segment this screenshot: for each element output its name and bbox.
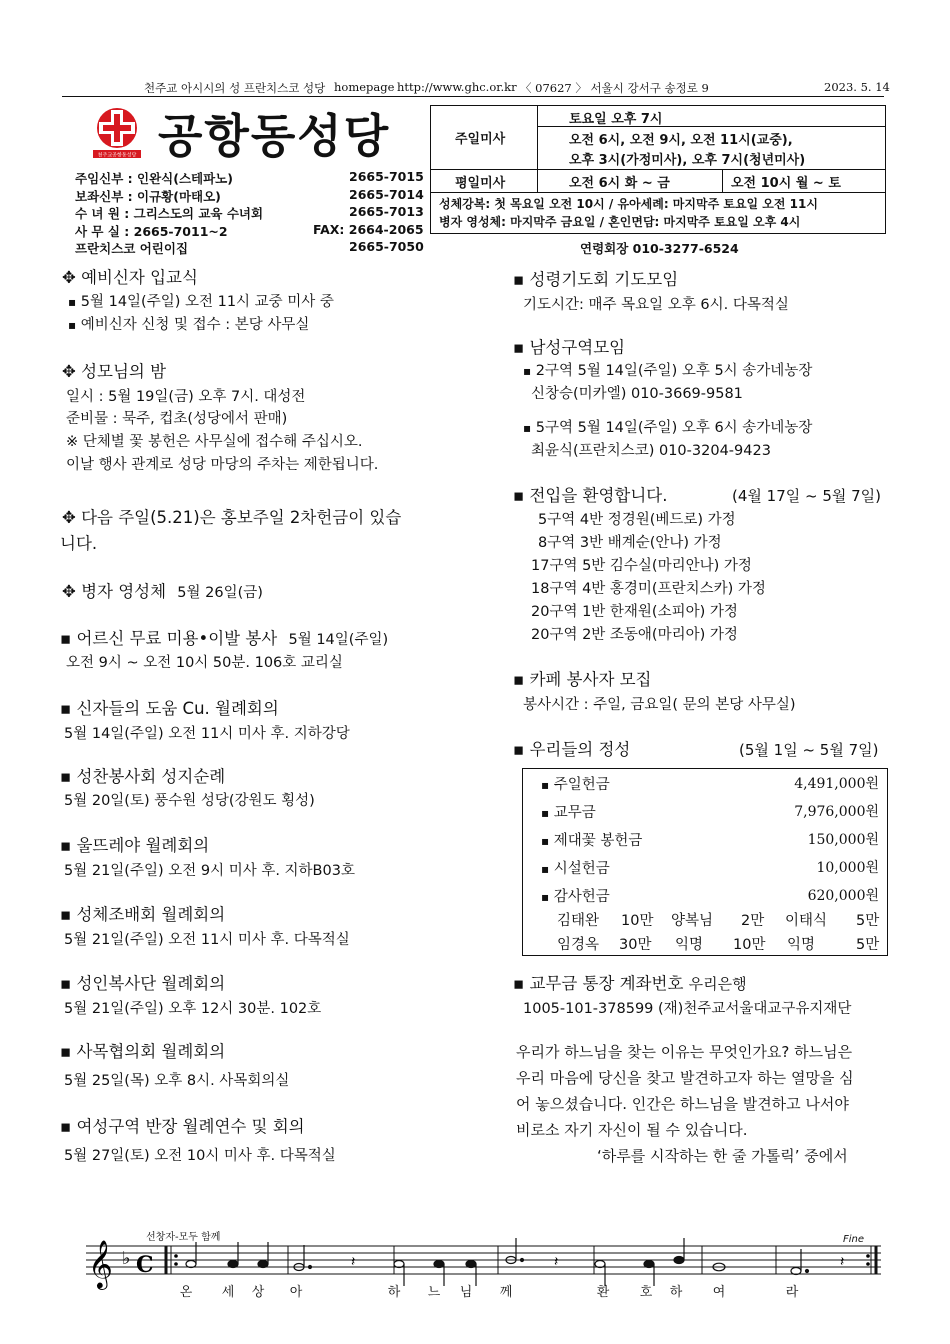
section-heading: ▪ 울뜨레야 월례회의 <box>60 836 210 855</box>
list-item: 20구역 2반 조동애(마리아) 가정 <box>531 627 738 643</box>
staff-row: 주임신부 : 인완식(스테파노) 2665-7015 <box>75 169 424 186</box>
svg-text:느: 느 <box>427 1285 441 1300</box>
svg-text:𝄽: 𝄽 <box>840 1254 845 1270</box>
section-heading: ▪ 어르신 무료 미용•이발 봉사 5월 14일(주일) <box>60 629 389 648</box>
table-row: ▪ 교무금 <box>541 805 596 821</box>
staff-row: 수 녀 원 : 그리스도의 교육 수녀회 2665-7013 <box>75 204 424 221</box>
staff-row: 프란치스코 어린이집 2665-7050 <box>75 239 424 256</box>
svg-text:세: 세 <box>221 1285 235 1300</box>
svg-text:님: 님 <box>459 1285 473 1300</box>
flat-sign-icon: ♭ <box>122 1248 131 1269</box>
staff-row: 사 무 실 : 2665-7011~2 FAX: 2664-2065 <box>75 221 424 239</box>
section-heading: ▪ 사목협의회 월례회의 <box>60 1042 226 1061</box>
list-item: 8구역 3반 배계순(안나) 가정 <box>538 535 722 551</box>
svg-text:여: 여 <box>712 1285 726 1300</box>
lyrics <box>180 1284 799 1300</box>
svg-text:환: 환 <box>596 1285 610 1300</box>
section-heading: ▪ 남성구역모임 <box>513 338 626 357</box>
homepage-label: homepage <box>334 80 395 94</box>
common-time-icon: C <box>136 1252 154 1278</box>
homepage-link[interactable]: http://www.ghc.or.kr <box>397 80 517 94</box>
offerings-table: ▪ 주일헌금 4,491,000원 ▪ 교무금 7,976,000원 ▪ 제대꽃 봉헌금 150,000원 ▪ 시설헌금 10,000원 ▪ 감사헌금 620,000원 김태완 10만 양복님 2만 이태식 5만 임경옥 30만 익명 10만 익명 5만 <box>522 768 888 956</box>
svg-text:상: 상 <box>251 1285 265 1300</box>
section-heading: ▪ 전입을 환영합니다. <box>513 486 668 505</box>
section-heading: ▪ 우리들의 정성 <box>513 740 631 759</box>
treble-clef-icon: 𝄞 <box>88 1239 113 1288</box>
account-section: ▪ 교무금 통장 계좌번호 우리은행 1005-101-378599 (재)천주교서울대교구유지재단 우리가 하느님을 찾는 이유는 무엇인가요? 하느님은 우리 마음에 당신을 찾고 발견하고자 하는 열망을 심 어 놓으셨습니다. 인간은 하느님을 발견하고 나서야 비로소 자기 자신이 될 수 있습니다. ‘하루를 시작하는 한 줄 가톨릭’ 중에서 <box>513 972 913 1172</box>
mass-schedule-table: 주일미사 토요일 오후 7시 오전 6시, 오전 9시, 오전 11시(교중), 오후 3시(가정미사), 오후 7시(청년미사) 평일미사 오전 6시 화 ~ 금 오전 10시 월 ~ 토 성체강복: 첫 목요일 오전 10시 / 유아세례: 마지막주 토요일 오전 11시 병자 영성체: 마지막주 금요일 / 혼인면담: 마지막주 토요일 오후 4시 <box>430 105 886 234</box>
sunday-mass-label: 주일미사 <box>455 132 506 147</box>
section-heading: ✥ 병자 영성체 5월 26일(금) <box>62 582 263 601</box>
svg-text:라: 라 <box>785 1285 799 1300</box>
right-column: ▪ 성령기도회 기도모임 기도시간: 매주 목요일 오후 6시. 다목적실 ▪ 남성구역모임 ▪ 2구역 5월 14일(주일) 오후 5시 송가네농장 신창승(미카엘) 010-3669-9581 ▪ 5구역 5월 14일(주일) 오후 6시 송가네농장 최윤식(프란치스코) 010-3204-9423 ▪ 전입을 환영합니다. (4월 17일 ~ 5월 7일) 5구역 4반 정경원(베드로) 가정 8구역 3반 배계순(안나) 가정 17구역 5반 김수실(마리안나) 가정 18구역 4반 홍경미(프란치스카) 가정 20구역 1반 한재원(소피아) 가정 20구역 2반 조동애(마리아) 가정 ▪ 카페 봉사자 모집 봉사시간 : 주일, 금요일( 문의 본당 사무실) ▪ 우리들의 정성 (5월 1일 ~ 5월 7일) <box>513 270 882 759</box>
section-heading: ▪ 신자들의 도움 Cu. 월례회의 <box>60 699 279 718</box>
music-staff <box>86 1234 886 1304</box>
music-direction: 선창자-모두 함께 <box>146 1232 221 1243</box>
parish-logo-icon <box>93 106 141 158</box>
table-row: ▪ 감사헌금 <box>541 889 610 905</box>
left-column: ✥ 예비신자 입교식 ▪ 5월 14일(주일) 오전 11시 교중 미사 중 ▪ 예비신자 신청 및 접수 : 본당 사무실 ✥ 성모님의 밤 일시 : 5월 19일(금) 오후 7시. 대성전 준비물 : 묵주, 컵초(성당에서 판매) ※ 단체별 꽃 봉헌은 사무실에 접수해 주십시오. 이날 행사 관계로 성당 마당의 주차는 제한됩니다. ✥ 다음 주일(5.21)은 홍보주일 2차헌금이 있습 니다. ✥ 병자 영성체 5월 26일(금) ▪ 어르신 무료 미용•이발 봉사 5월 14일(주일) 오전 9시 ~ 오전 10시 50분. 106호 교리실 ▪ 신자들의 도움 Cu. 월례회의 5월 14일(주일) 오전 11시 미사 후. 지하강당 ▪ 성찬봉사회 성지순례 5월 20일(토) 풍수원 성당(강원도 횡성) ▪ 울뜨레야 월례회의 5월 21일(주일) 오전 9시 미사 후. 지하B03호 ▪ 성체조배회 월례회의 5월 21일(주일) 오전 11시 미사 후. 다목적실 ▪ 성인복사단 월례회의 5월 21일(주일) 오후 12시 30분. 102호 ▪ 사목협의회 월례회의 5월 25일(목) 오후 8시. 사목회의실 ▪ 여성구역 반장 월례연수 및 회의 5월 27일(토) 오전 10시 미사 후. 다목적실 <box>60 268 402 1164</box>
header-rule <box>62 96 884 97</box>
bank-account: 1005-101-378599 (재)천주교서울대교구유지재단 <box>523 1001 852 1017</box>
weekday-mass-label: 평일미사 <box>455 176 506 191</box>
svg-text:하: 하 <box>387 1285 401 1300</box>
funeral-committee-contact: 연령회장 010-3277-6524 <box>580 241 739 256</box>
list-item: 5구역 4반 정경원(베드로) 가정 <box>538 512 736 528</box>
table-row: ▪ 제대꽃 봉헌금 <box>541 833 643 849</box>
table-row: ▪ 주일헌금 <box>541 777 610 793</box>
section-heading: ▪ 여성구역 반장 월례연수 및 회의 <box>60 1117 305 1136</box>
svg-text:𝄽: 𝄽 <box>351 1254 356 1270</box>
svg-text:호: 호 <box>639 1285 653 1300</box>
section-heading: ▪ 성령기도회 기도모임 <box>513 270 679 289</box>
quote-source: ‘하루를 시작하는 한 줄 가톨릭’ 중에서 <box>597 1147 848 1165</box>
svg-text:하: 하 <box>669 1285 683 1300</box>
section-heading: ✥ 예비신자 입교식 <box>62 268 198 287</box>
svg-text:온: 온 <box>179 1285 193 1300</box>
logo-caption: 천주교공항동성당 <box>97 152 137 158</box>
section-heading: ▪ 교무금 통장 계좌번호 우리은행 <box>513 974 747 993</box>
bulletin-date: 2023. 5. 14 <box>824 80 890 94</box>
svg-text:𝄽: 𝄽 <box>554 1254 559 1270</box>
list-item: 18구역 4반 홍경미(프란치스카) 가정 <box>531 581 766 597</box>
address: 〈 07627 〉 서울시 강서구 송정로 9 <box>520 81 709 95</box>
parish-name: 천주교 아시시의 성 프란치스코 성당 <box>144 81 326 95</box>
section-heading: ▪ 성인복사단 월례회의 <box>60 974 226 993</box>
svg-text:께: 께 <box>499 1285 513 1300</box>
music-fine: Fine <box>843 1234 865 1245</box>
parish-title: 공항동성당 <box>158 109 391 163</box>
section-heading: ▪ 성체조배회 월례회의 <box>60 905 226 924</box>
svg-text:아: 아 <box>289 1285 303 1300</box>
section-heading: ✥ 다음 주일(5.21)은 홍보주일 2차헌금이 있습 <box>62 508 402 527</box>
list-item: 17구역 5반 김수실(마리안나) 가정 <box>531 558 752 574</box>
staff-row: 보좌신부 : 이규황(마태오) 2665-7014 <box>75 186 424 204</box>
list-item: 20구역 1반 한재원(소피아) 가정 <box>531 604 738 620</box>
section-heading: ▪ 카페 봉사자 모집 <box>513 670 652 689</box>
table-row: ▪ 시설헌금 <box>541 861 610 877</box>
section-heading: ▪ 성찬봉사회 성지순례 <box>60 767 226 786</box>
staff-list <box>75 169 425 257</box>
section-heading: ✥ 성모님의 밤 <box>62 362 167 381</box>
